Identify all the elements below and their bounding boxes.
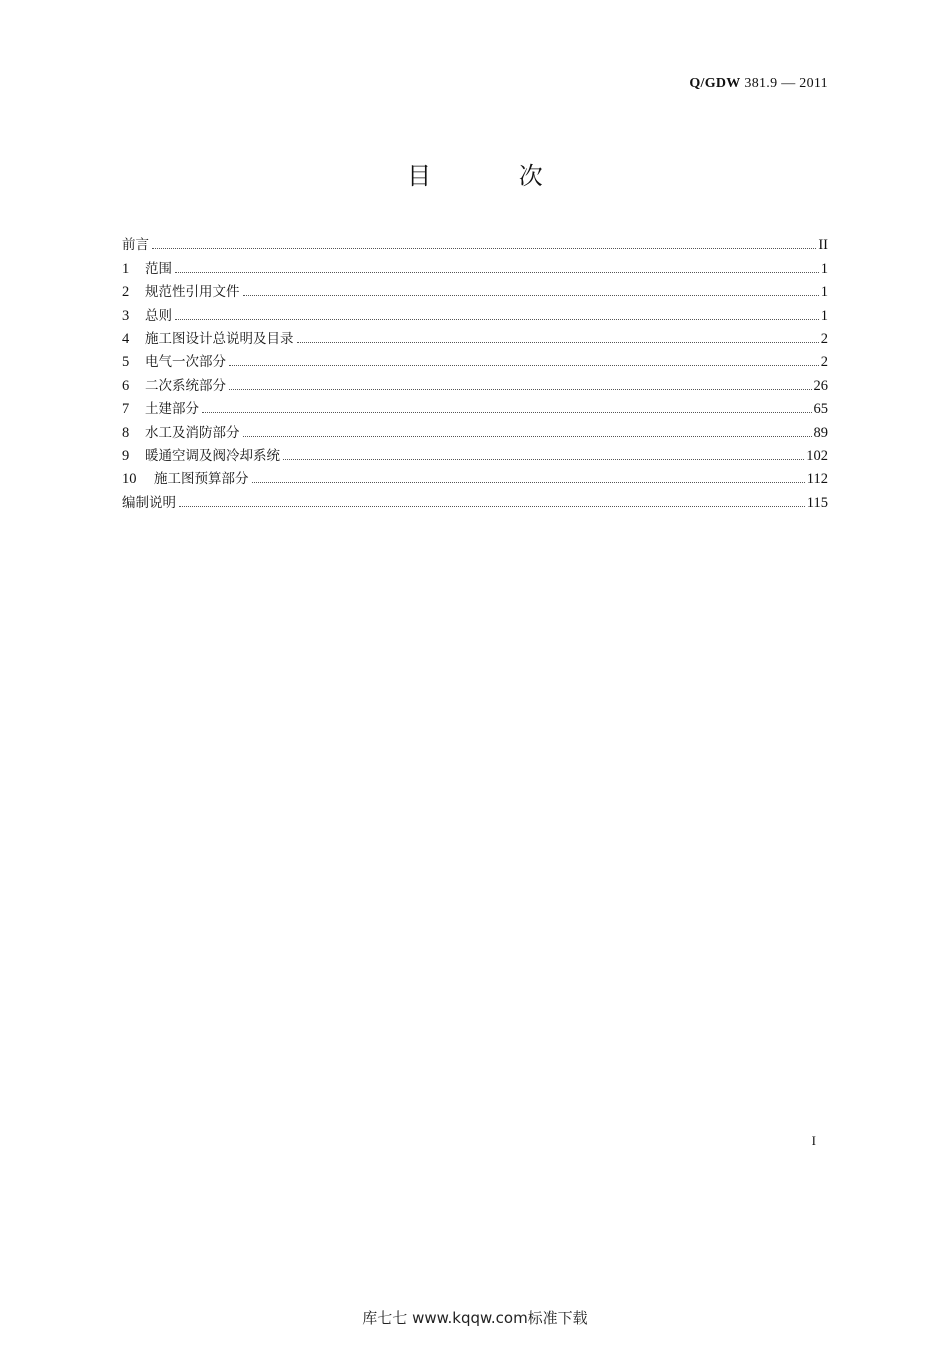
toc-leader-dots bbox=[229, 364, 819, 366]
toc-entry-label: 前言 bbox=[122, 237, 149, 254]
toc-entry-number: 9 bbox=[122, 447, 130, 464]
toc-entry-9[interactable] bbox=[122, 443, 828, 466]
toc-entry-5[interactable] bbox=[122, 349, 828, 372]
toc-entry-page: 65 bbox=[813, 401, 828, 418]
toc-entry-8[interactable] bbox=[122, 419, 828, 442]
standard-code: Q/GDW bbox=[689, 76, 741, 91]
toc-leader-dots bbox=[202, 411, 812, 413]
page-number: I bbox=[811, 1133, 816, 1148]
toc-entry-page: 89 bbox=[813, 424, 828, 441]
toc-leader-dots bbox=[152, 247, 816, 249]
toc-entry-number: 10 bbox=[122, 471, 137, 488]
document-header bbox=[689, 76, 828, 92]
toc-entry-label: 水工及消防部分 bbox=[145, 424, 240, 441]
toc-entry-number: 8 bbox=[122, 424, 130, 441]
toc-entry-label: 编制说明 bbox=[122, 494, 176, 511]
toc-leader-dots bbox=[297, 341, 819, 343]
toc-entry-label: 二次系统部分 bbox=[145, 377, 226, 394]
page-title: 目 次 bbox=[407, 162, 583, 190]
toc-entry-page: II bbox=[818, 237, 828, 254]
toc-entry-number: 3 bbox=[122, 307, 130, 324]
toc-entry-3[interactable] bbox=[122, 302, 828, 325]
toc-entry-page: 2 bbox=[820, 354, 828, 371]
toc-entry-page: 112 bbox=[806, 471, 828, 488]
toc-entry-4[interactable] bbox=[122, 326, 828, 349]
table-of-contents bbox=[122, 232, 828, 513]
toc-entry-number: 6 bbox=[122, 377, 130, 394]
toc-entry-label: 范围 bbox=[145, 260, 172, 277]
toc-entry-compilation-notes[interactable] bbox=[122, 489, 828, 512]
toc-entry-label: 电气一次部分 bbox=[145, 354, 226, 371]
toc-entry-page: 115 bbox=[806, 494, 828, 511]
toc-entry-page: 102 bbox=[806, 447, 828, 464]
toc-leader-dots bbox=[252, 481, 805, 483]
toc-entry-number: 1 bbox=[122, 260, 130, 277]
toc-leader-dots bbox=[229, 388, 812, 390]
standard-number: 381.9 — 2011 bbox=[744, 76, 828, 91]
footer-watermark: 库七七 www.kqqw.com标准下载 bbox=[362, 1309, 588, 1327]
toc-entry-label: 暖通空调及阀冷却系统 bbox=[145, 447, 280, 464]
toc-entry-page: 1 bbox=[820, 307, 828, 324]
toc-entry-label: 总则 bbox=[145, 307, 172, 324]
toc-entry-number: 5 bbox=[122, 354, 130, 371]
toc-entry-2[interactable] bbox=[122, 279, 828, 302]
toc-leader-dots bbox=[175, 271, 819, 273]
toc-entry-number: 2 bbox=[122, 284, 130, 301]
toc-entry-page: 2 bbox=[820, 330, 828, 347]
toc-entry-1[interactable] bbox=[122, 255, 828, 278]
toc-entry-label: 规范性引用文件 bbox=[145, 284, 240, 301]
toc-leader-dots bbox=[283, 458, 804, 460]
toc-leader-dots bbox=[243, 294, 819, 296]
toc-leader-dots bbox=[175, 318, 819, 320]
toc-entry-number: 4 bbox=[122, 330, 130, 347]
toc-entry-page: 26 bbox=[813, 377, 828, 394]
toc-entry-page: 1 bbox=[820, 260, 828, 277]
toc-entry-foreword[interactable] bbox=[122, 232, 828, 255]
toc-entry-6[interactable] bbox=[122, 372, 828, 395]
toc-leader-dots bbox=[243, 435, 812, 437]
toc-entry-label: 施工图预算部分 bbox=[154, 471, 249, 488]
toc-entry-page: 1 bbox=[820, 284, 828, 301]
toc-entry-10[interactable] bbox=[122, 466, 828, 489]
toc-leader-dots bbox=[179, 505, 805, 507]
toc-entry-label: 施工图设计总说明及目录 bbox=[145, 330, 294, 347]
toc-entry-7[interactable] bbox=[122, 396, 828, 419]
toc-entry-label: 土建部分 bbox=[145, 401, 199, 418]
toc-entry-number: 7 bbox=[122, 401, 130, 418]
